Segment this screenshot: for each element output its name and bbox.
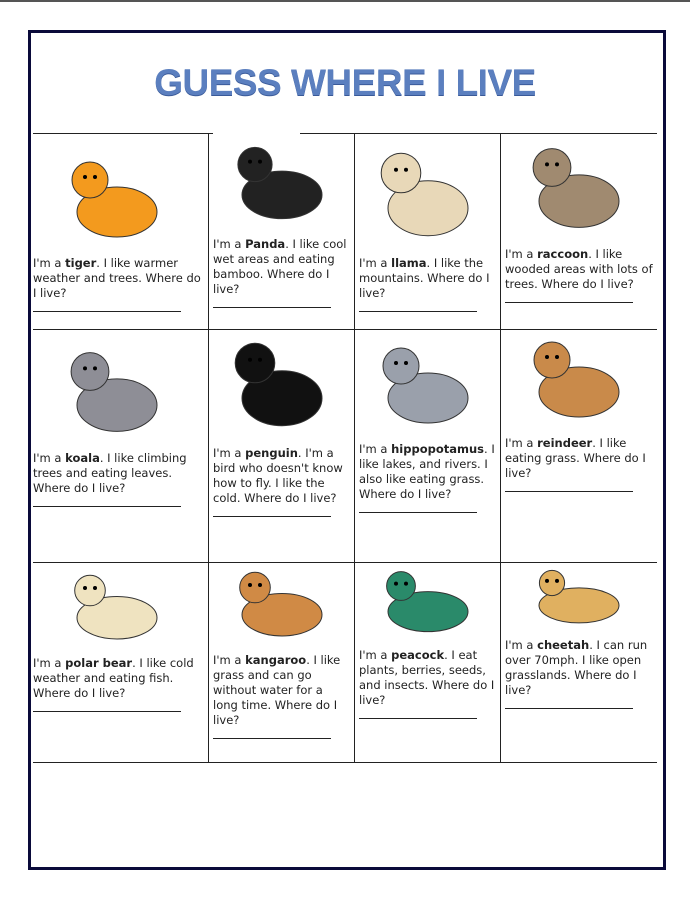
card-description: I'm a koala. I like climbing trees and eating leaves. Where do I live? <box>33 451 187 495</box>
animal-name: cheetah <box>537 638 590 652</box>
peacock-icon <box>373 562 483 642</box>
grid-line <box>33 762 657 763</box>
worksheet-title: GUESS WHERE I LIVE <box>154 62 536 103</box>
animal-name: reindeer <box>537 436 593 450</box>
grid-line <box>33 133 213 134</box>
answer-line[interactable] <box>33 506 181 507</box>
animal-name: raccoon <box>537 247 589 261</box>
answer-line[interactable] <box>505 302 633 303</box>
tiger-icon <box>62 150 172 250</box>
animal-name: hippopotamus <box>391 442 485 456</box>
answer-line[interactable] <box>213 307 331 308</box>
answer-line[interactable] <box>505 708 633 709</box>
animal-card <box>33 340 201 507</box>
animal-name: tiger <box>65 256 97 270</box>
answer-line[interactable] <box>33 711 181 712</box>
card-description: I'm a reindeer. I like eating grass. Where do I live? <box>505 436 646 480</box>
card-description: I'm a llama. I like the mountains. Where do I live? <box>359 256 490 300</box>
llama-icon <box>373 140 483 250</box>
answer-line[interactable] <box>359 718 477 719</box>
card-description: I'm a raccoon. I like wooded areas with lots of trees. Where do I live? <box>505 247 653 291</box>
grid-line <box>208 133 209 762</box>
grid-line <box>500 133 501 762</box>
animal-name: penguin <box>245 446 298 460</box>
animal-name: llama <box>391 256 427 270</box>
animal-card <box>359 562 497 719</box>
reindeer-icon <box>524 330 634 430</box>
answer-line[interactable] <box>33 311 181 312</box>
animal-card <box>505 562 653 709</box>
grid-line <box>354 133 355 762</box>
penguin-icon <box>227 330 337 440</box>
card-description: I'm a cheetah. I can run over 70mph. I like open grasslands. Where do I live? <box>505 638 648 697</box>
animal-card <box>359 336 497 513</box>
answer-line[interactable] <box>213 516 331 517</box>
kangaroo-icon <box>227 562 337 647</box>
answer-line[interactable] <box>359 311 477 312</box>
answer-line[interactable] <box>505 491 633 492</box>
panda-icon <box>227 136 337 231</box>
animal-card <box>213 136 351 308</box>
card-description: I'm a tiger. I like warmer weather and trees. Where do I live? <box>33 256 201 300</box>
card-description: I'm a Panda. I like cool wet areas and eating bamboo. Where do I live? <box>213 237 347 296</box>
animal-name: Panda <box>245 237 286 251</box>
animal-card <box>33 565 201 712</box>
animal-name: kangaroo <box>245 653 307 667</box>
animal-name: koala <box>65 451 100 465</box>
card-description: I'm a kangaroo. I like grass and can go without water for a long time. Where do I live? <box>213 653 341 727</box>
animal-card <box>505 136 653 303</box>
polar-bear-icon <box>62 565 172 650</box>
animal-name: peacock <box>391 648 445 662</box>
card-description: I'm a polar bear. I like cold weather and eating fish. Where do I live? <box>33 656 194 700</box>
answer-line[interactable] <box>359 512 477 513</box>
animal-card <box>213 562 351 739</box>
card-description: I'm a hippopotamus. I like lakes, and rivers. I also like eating grass. Where do I live? <box>359 442 495 501</box>
animal-name: polar bear <box>65 656 133 670</box>
card-description: I'm a peacock. I eat plants, berries, seeds, and insects. Where do I live? <box>359 648 495 707</box>
animal-card <box>505 330 653 492</box>
hippo-icon <box>373 336 483 436</box>
animal-card <box>359 140 497 312</box>
animal-card <box>213 330 351 517</box>
answer-line[interactable] <box>213 738 331 739</box>
top-rule <box>0 0 690 2</box>
card-description: I'm a penguin. I'm a bird who doesn't know how to fly. I like the cold. Where do I live? <box>213 446 343 505</box>
animal-card <box>33 150 201 312</box>
koala-icon <box>62 340 172 445</box>
cheetah-icon <box>524 562 634 632</box>
raccoon-icon <box>524 136 634 241</box>
